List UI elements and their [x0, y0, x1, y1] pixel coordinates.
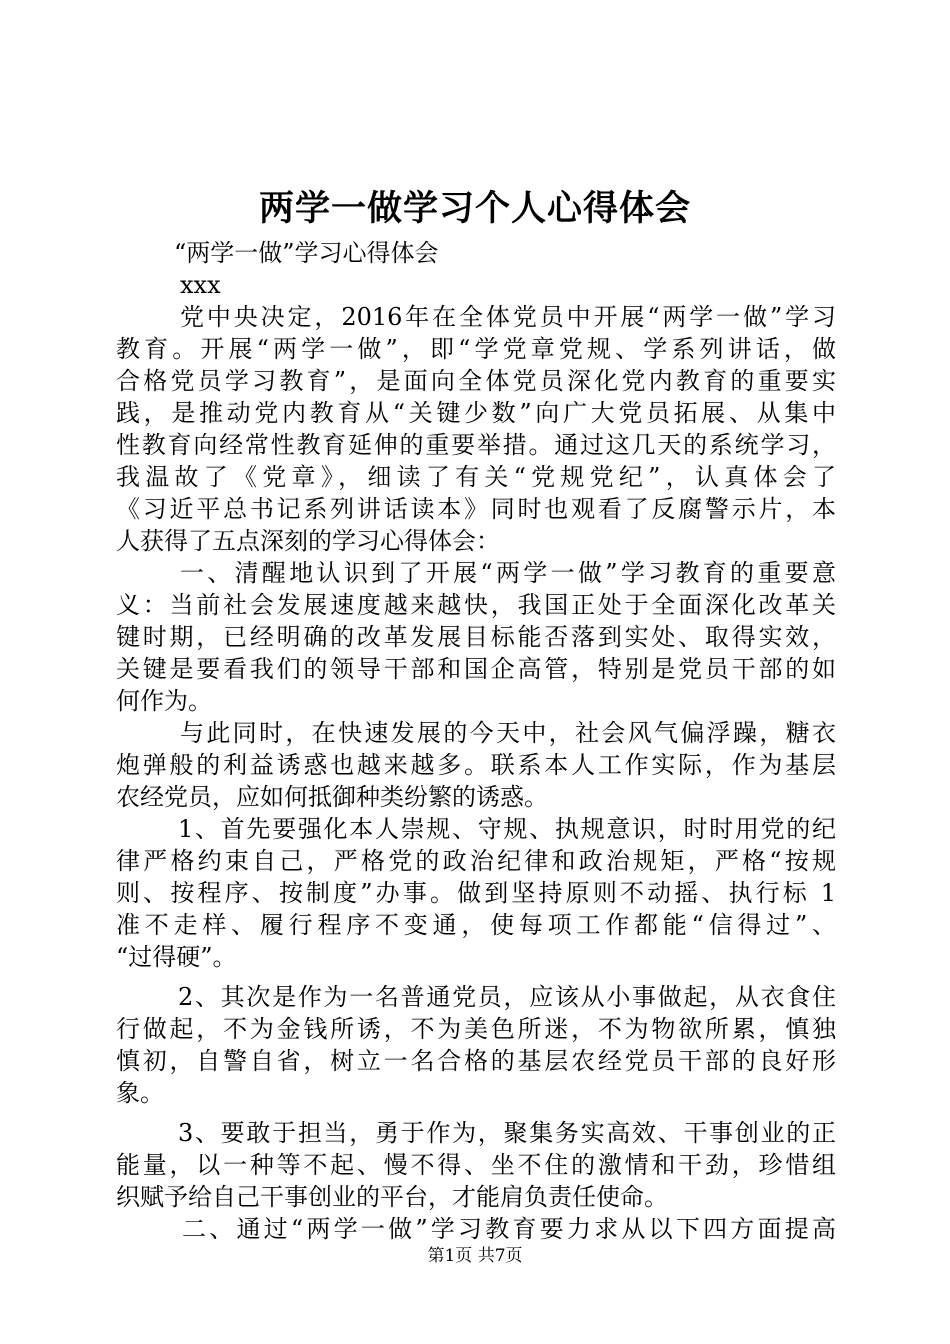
paragraph-line: 织赋予给自己干事创业的平台，才能肩负责任使命。: [116, 1183, 668, 1211]
paragraph-line: 关键是要看我们的领导干部和国企高管，特别是党员干部的如: [116, 655, 836, 683]
document-author: xxx: [180, 271, 221, 299]
paragraph-line: 农经党员，应如何抵御种类纷繁的诱惑。: [116, 783, 548, 811]
paragraph-line: 何作为。: [116, 687, 212, 715]
paragraph-line: 能量，以一种等不起、慢不得、坐不住的激情和干劲，珍惜组: [116, 1151, 836, 1179]
paragraph-line: 性教育向经常性教育延伸的重要举措。通过这几天的系统学习，: [116, 431, 836, 459]
paragraph-line: 象。: [116, 1079, 164, 1107]
paragraph-line: 3、要敢于担当，勇于作为，聚集务实高效、干事创业的正: [178, 1119, 836, 1147]
paragraph-line: 慎初，自警自省，树立一名合格的基层农经党员干部的良好形: [116, 1047, 836, 1075]
paragraph-line: “过得硬”。: [116, 943, 237, 971]
paragraph-line: 党中央决定，2016年在全体党员中开展“两学一做”学习: [180, 303, 836, 331]
paragraph-line: 合格党员学习教育”，是面向全体党员深化党内教育的重要实: [116, 367, 836, 395]
paragraph-line: 炮弹般的利益诱惑也越来越多。联系本人工作实际，作为基层: [116, 751, 836, 779]
paragraph-line: 二、通过“两学一做”学习教育要力求从以下四方面提高: [182, 1215, 836, 1243]
paragraph-line: 准不走样、履行程序不变通，使每项工作都能“信得过”、: [116, 911, 836, 939]
paragraph-line: 1、首先要强化本人崇规、守规、执规意识，时时用党的纪: [178, 815, 836, 843]
document-title: 两学一做学习个人心得体会: [258, 188, 691, 229]
paragraph-line: 2、其次是作为一名普通党员，应该从小事做起，从衣食住: [178, 983, 836, 1011]
page-number: 第1页 共7页: [427, 1246, 523, 1266]
paragraph-line: 《习近平总书记系列讲话读本》同时也观看了反腐警示片，本: [116, 495, 836, 523]
paragraph-line: 一、清醒地认识到了开展“两学一做”学习教育的重要意: [180, 559, 836, 587]
paragraph-line: 行做起，不为金钱所诱，不为美色所迷，不为物欲所累，慎独: [116, 1015, 836, 1043]
paragraph-line: 与此同时，在快速发展的今天中，社会风气偏浮躁，糖衣: [180, 719, 836, 747]
document-subtitle: “两学一做”学习心得体会: [174, 239, 439, 267]
document-body: [116, 237, 836, 1245]
paragraph-line: 人获得了五点深刻的学习心得体会：: [116, 527, 500, 555]
paragraph-line: 义：当前社会发展速度越来越快，我国正处于全面深化改革关: [116, 591, 836, 619]
paragraph-line: 键时期，已经明确的改革发展目标能否落到实处、取得实效，: [116, 623, 836, 651]
paragraph-line: 践，是推动党内教育从“关键少数”向广大党员拓展、从集中: [116, 399, 836, 427]
paragraph-line: 则、按程序、按制度”办事。做到坚持原则不动摇、执行标 1: [116, 879, 836, 907]
paragraph-line: 律严格约束自己，严格党的政治纪律和政治规矩，严格“按规: [116, 847, 836, 875]
paragraph-line: 我温故了《党章》，细读了有关“党规党纪”，认真体会了: [116, 463, 836, 491]
paragraph-line: 教育。开展“两学一做”，即“学党章党规、学系列讲话，做: [116, 335, 836, 363]
